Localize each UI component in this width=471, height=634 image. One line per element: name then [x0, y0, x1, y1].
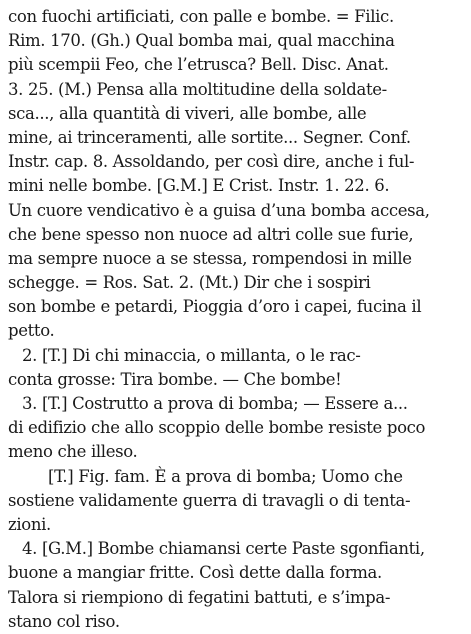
figurative-line-2: sostiene validamente guerra di travagli o di tenta- [8, 490, 411, 510]
text-line-13: son bombe e petardi, Pioggia d’oro i capei, fucina il [8, 297, 422, 317]
text-line-10: che bene spesso non nuoce ad altri colle sue furie, [8, 224, 414, 244]
figurative-line-3: zioni. [8, 514, 51, 534]
text-line-11: ma sempre nuoce a se stessa, rompendosi in mille [8, 248, 412, 268]
text-line-4: 3. 25. (M.) Pensa alla moltitudine della soldate- [8, 79, 387, 99]
figurative-line-1: [T.] Fig. fam. È a prova di bomba; Uomo che [48, 466, 403, 486]
text-line-9: Un cuore vendicativo è a guisa d’una bomba accesa, [8, 200, 430, 220]
text-line-5: sca..., alla quantità di viveri, alle bombe, alle [8, 103, 367, 123]
sense-4-line-1: 4. [G.M.] Bombe chiamansi certe Paste sgonfianti, [22, 539, 425, 559]
sense-2-line-1: 2. [T.] Di chi minaccia, o millanta, o le rac- [22, 345, 361, 365]
text-line-7: Instr. cap. 8. Assoldando, per così dire, anche i ful- [8, 152, 415, 172]
text-line-14: petto. [8, 321, 55, 341]
sense-2-line-2: conta grosse: Tira bombe. — Che bombe! [8, 369, 342, 389]
sense-3-line-2: di edifizio che allo scoppio delle bombe resiste poco [8, 418, 426, 438]
text-line-12: schegge. = Ros. Sat. 2. (Mt.) Dir che i sospiri [8, 273, 371, 293]
dictionary-entry-text [8, 5, 465, 634]
sense-4-line-2: buone a mangiar fritte. Così dette dalla forma. [8, 563, 382, 583]
text-line-2: Rim. 170. (Gh.) Qual bomba mai, qual macchina [8, 31, 395, 51]
sense-3-line-3: meno che illeso. [8, 442, 138, 462]
text-line-1: con fuochi artificiati, con palle e bombe. = Filic. [8, 7, 394, 26]
sense-4-line-4: stano col riso. [8, 611, 120, 631]
text-line-3: più scempii Feo, che l’etrusca? Bell. Disc. Anat. [8, 55, 389, 75]
sense-4-line-3: Talora si riempiono di fegatini battuti, e s’impa- [8, 587, 391, 607]
text-line-6: mine, ai trinceramenti, alle sortite... Segner. Conf. [8, 127, 411, 147]
sense-3-line-1: 3. [T.] Costrutto a prova di bomba; — Essere a... [22, 394, 408, 413]
text-line-8: mini nelle bombe. [G.M.] E Crist. Instr. 1. 22. 6. [8, 176, 390, 196]
